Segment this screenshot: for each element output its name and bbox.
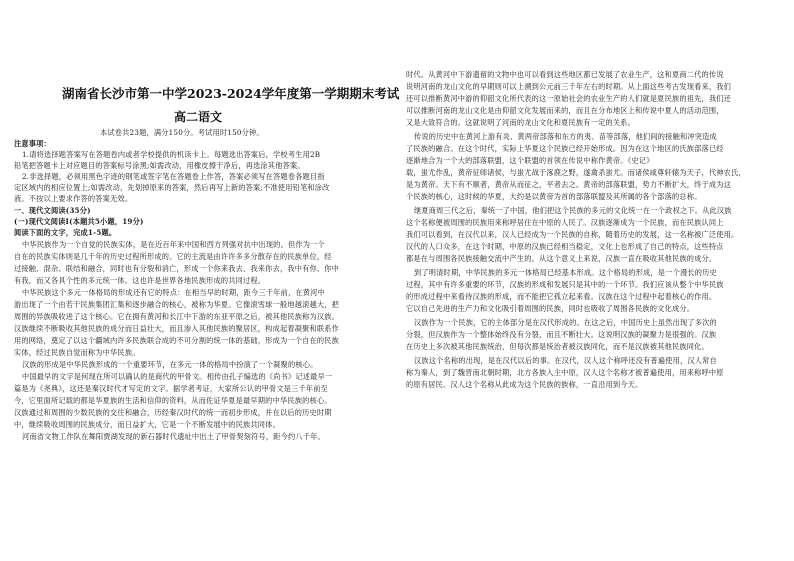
subsection-heading: (一)现代文阅读I(本题共5小题，19分): [14, 217, 144, 226]
body-line: 这个名称便被周围的民族用来称呼居住在中原的人民了。汉族逐渐成为一个民族，而在民族认同上: [406, 218, 724, 227]
body-line: 周围的异族吸收进了这个核心。它在拥有黄河和长江中下游的东亚平原之后，被其他民族称为汉族。: [14, 312, 340, 321]
body-line: 过接触、混杂、联结和融合，同时也有分裂和消亡，形成一个你来我去、我来你去，我中有你、你中: [14, 264, 340, 273]
body-line: 中华民族作为一个自觉的民族实体，是在近百年来中国和西方列强对抗中出现的。但作为一个: [22, 240, 325, 249]
reading-instruction: 阅读下面的文字，完成1-5题。: [14, 228, 117, 237]
body-line: 称为秦人，到了魏晋南北朝时期，北方各族入主中原，汉人这个名称才被普遍使用，用来称呼中原: [406, 368, 724, 377]
body-line: 又是大致符合的。这就说明了河南的龙山文化和夏民族有一定的关系。: [406, 118, 636, 127]
body-line: 都是在与周围各民族接触交流中产生的。从这个意义上来说，汉族一直在吸收其他民族的成分。: [406, 254, 717, 263]
body-line: 可以推断河南的龙山文化是由仰韶文化发展而来的，而且在分布地区上和传说中夏人的活动范围，: [406, 106, 724, 115]
body-line: 汉代的人口众多，在这个时期，中原的汉族已经相当稳定，文化上也形成了自己的特点，这些特点: [406, 242, 724, 251]
body-line: 到了明清时期，中华民族的多元一体格局已经基本形成。这个格局的形成，是一个漫长的历史: [414, 268, 717, 277]
body-line: 自在的民族实体则是几千年的历史过程所形成的。它的主流是由许许多多分散存在的民族单位，经: [14, 252, 332, 261]
body-line: 汉族继续不断吸收其他民族的成分而日益壮大，而且渗入其他民族的聚居区，构成起着凝聚和联系作: [14, 324, 340, 333]
body-line: 在历史上多次被其他民族统治，但每次都是统治者被汉族同化，而不是汉族被其他民族同化。: [406, 342, 709, 351]
subject-title: 高二语文: [174, 110, 223, 124]
exam-info: 本试卷共23题，满分150分。考试用时150分钟。: [100, 128, 264, 137]
body-line: 了民族的融合。在这个时代，实际上华夏这个民族已经开始形成。因为在这个地区的氏族部落已经: [406, 144, 724, 153]
body-line: 逐渐地合为一个大的部落联盟，这个联盟的首领在传说中称作黄帝。《史记》: [406, 156, 654, 165]
body-line: 还可以推断黄河中游的仰韶文化所代表的这一原始社会的农业生产的人们就是夏民族的祖先，我们还: [406, 94, 732, 103]
body-line: 我们可以看到，在汉代以来，汉人已经成为一个民族的自称，随着历史的发展，这一名称被广泛使用。: [406, 230, 739, 239]
body-line: 时代。从黄河中下游遗留的文物中也可以看到这些地区都已发展了农业生产，这和夏商二代的传说: [406, 70, 724, 79]
body-line: 篇是为《尧典》，这还是秦汉时代才写定的文字。据学者考证，大家所公认的甲骨文是三千年前至: [14, 384, 329, 393]
body-line: 有我，而又各具个性的多元统一体。这也许是世界各地民族形成的共同过程。: [14, 276, 266, 285]
body-line: 它以自己先进的生产力和文化吸引着周围的民族，同时也吸收了周围各民族的文化成分。: [406, 304, 695, 313]
body-line: 是为黄帝。天下有不顺者，黄帝从而征之，平者去之。黄帝的部落联盟，势力不断扩大，终于成为这: [406, 180, 732, 189]
body-line: 汉族作为一个民族，它的主体部分是在汉代形成的。在这之后，中国历史上虽然出现了多次的: [414, 318, 717, 327]
notice-line-4: 定区域内的相应位置上;如需改动，先划掉原来的答案，然后再写上新的答案;不准使用铅笔和涂改: [14, 183, 330, 192]
body-line: 传说的历史中在黄河上游有炎、黄两帝部落和东方的夷、苗等部落，他们间的接触和冲突造成: [414, 132, 717, 141]
body-line: 汉族的形成是中华民族形成的一个重要环节，在多元一体的格局中扮演了一个凝聚的核心。: [22, 360, 318, 369]
body-line: 个民族的核心，这时候的华夏，大约是以黄帝为首的部落联盟及其所属的各个部落的总称。: [406, 192, 702, 201]
notice-header: 注意事项：: [14, 139, 51, 148]
body-line: 河南省文物工作队在舞阳贾湖发现的新石器时代遗址中出土了甲骨契刻符号，距今约八千年。: [22, 432, 325, 441]
body-line: 过程，其中有许多重要的环节，汉族的形成和发展只是其中的一个环节。我们应该从整个中华民族: [406, 280, 724, 289]
body-line: 中华民族这个多元一体格局的形成还有它的特点：在相当早的时期，距今三千年前，在黄河中: [22, 288, 325, 297]
body-line: 游出现了一个由若干民族集团汇集和逐步融合的核心，被称为华夏。它像滚雪球一般地越滚越大，把: [14, 300, 340, 309]
notice-line-1: 1.请将选择题答案写在答题卷内或者学校提供的机读卡上。每题选出答案后，学校考生用2B: [22, 150, 321, 159]
body-line: 载，蚩尤作乱，黄帝征师诸侯，与蚩尤战于涿鹿之野，遂禽杀蚩尤。而诸侯咸尊轩辕为天子，代神农氏，: [406, 168, 746, 177]
body-line: 的形成过程中来看待汉族的形成，而不能把它孤立起来看。汉族在这个过程中起着核心的作用。: [406, 292, 717, 301]
body-line: 继夏商周三代之后，秦统一了中国，他们把这个民族的多元的文化统一在一个政权之下。从此汉族: [414, 206, 732, 215]
body-line: 的原有居民。汉人这个名称从此成为这个民族的族称，一直沿用到今天。: [406, 380, 643, 389]
body-line: 汉族通过和周围的少数民族的交往和融合，历经秦汉时代的统一而初步形成，并在以后的历史时期: [14, 408, 332, 417]
body-line: 用的网络，奠定了以这个疆域内许多民族联合成的不可分割的统一体的基础，形成为一个自在的民族: [14, 336, 340, 345]
exam-title: 湖南省长沙市第一中学2023-2024学年度第一学期期末考试: [62, 86, 400, 101]
body-line: 今，它里面所记载的都是华夏族的生活和信仰的资料，从而佐证华夏是最早期的中华民族的核心。: [14, 396, 332, 405]
notice-line-2: 铅笔把答题卡上对应题目的答案标号涂黑;如需改动，用橡皮擦干净后，再选涂其他答案。: [14, 161, 305, 170]
body-line: 中国最早的文字是何现在所可以确认的是商代的甲骨文。相传由孔子编选的《尚书》记述最早一: [22, 372, 333, 381]
notice-line-5: 液。不按以上要求作答的答案无效。: [14, 194, 133, 203]
body-line: 实体，经过民族自觉而称为中华民族。: [14, 348, 140, 357]
body-line: 中，继续吸收周围的民族成分，而日益扩大，它是一个不断发展中的民族共同体。: [14, 420, 280, 429]
body-line: 说明河南的龙山文化的早期则可以上溯到公元前三千年左右的时期。从上面这些考古发现看来，我们: [406, 82, 732, 91]
notice-line-3: 2.非选择题，必须用黑色字迹的钢笔或签字笔在答题卷上作答，答案必须写在答题卷各题目指: [22, 172, 325, 181]
body-line: 分裂，但汉族作为一个整体始终没有分裂，而且不断壮大。这说明汉族的凝聚力是很强的。汉族: [406, 330, 717, 339]
body-line: 汉族这个名称的出现，是在汉代以后的事。在汉代，汉人这个称呼还没有普遍使用，汉人常自: [414, 356, 717, 365]
section-heading: 一、现代文阅读(35分): [14, 206, 91, 215]
